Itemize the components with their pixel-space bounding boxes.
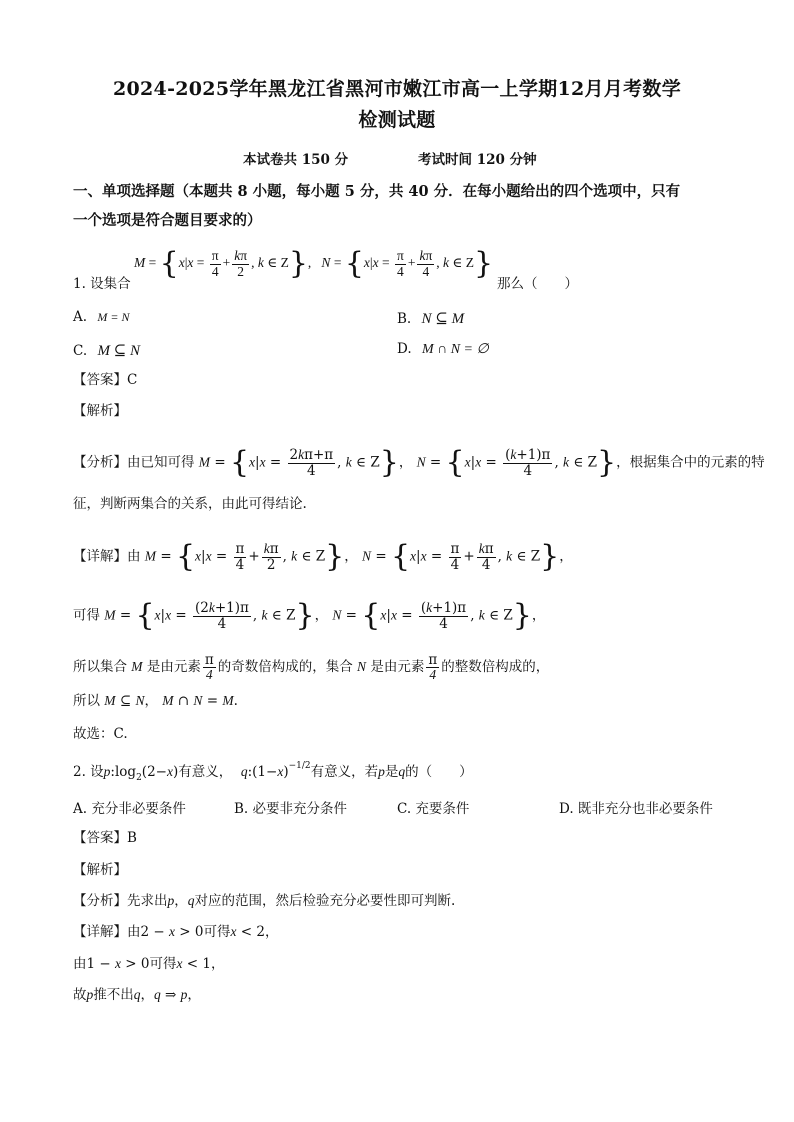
q2-option-d: D. 既非充分也非必要条件	[559, 801, 713, 817]
q2-detail1: 【详解】由2 − x > 0可得x < 2，	[73, 924, 279, 940]
q1-option-a: A. M = N	[73, 309, 130, 325]
q2-detail1-b: 可得	[203, 924, 231, 940]
q1-conclusion1-a: 所以集合	[73, 659, 127, 676]
q2-option-c: C. 充要条件	[397, 801, 470, 817]
section-heading-cont: 一个选项是符合题目要求的）	[73, 212, 262, 229]
q2-stem-mid2: 有意义，若	[310, 764, 379, 780]
q2-detail3: 故p推不出q，q ⇒ p，	[73, 987, 201, 1003]
q1-kede: 可得 M = {x|x = $\frac{(2k+1)\pi}{4}$ , k ∈ Z}， N = {x|x = $\frac{(k+1)\pi}{4}$ , k ∈ Z}，	[73, 598, 546, 633]
q2-stem-mid1: 有意义，	[178, 764, 233, 780]
q2-fenxi: 【分析】先求出p，q对应的范围，然后检验充分必要性即可判断.	[73, 893, 456, 909]
q2-stem-mid3: 是	[384, 764, 399, 780]
q1-conclusion1-b: 是由元素	[146, 659, 201, 676]
document-title-line1: 2024-2025学年黑龙江省黑河市嫩江市高一上学期12月月考数学	[113, 78, 681, 100]
section-heading: 一、单项选择题（本题共 8 小题，每小题 5 分，共 40 分．在每小题给出的四个选项中，只有	[73, 183, 681, 200]
q1-conclusion1-e: 的整数倍构成的，	[441, 659, 550, 676]
q1-option-d-label: D.	[397, 341, 412, 357]
q2-answer: 【答案】B	[73, 830, 137, 846]
q2-option-b: B. 必要非充分条件	[234, 801, 348, 817]
q2-analysis-label: 【解析】	[73, 862, 127, 878]
q2-detail2: 由1 − x > 0可得x < 1，	[73, 956, 225, 972]
q2-stem-prefix: 2. 设	[73, 764, 104, 780]
q1-stem-suffix: 那么（ ）	[497, 276, 578, 292]
q2-stem: 2. 设$p:\log_2(2-x)$有意义， $q:(1-x)^{-1/2}$有意义，若p是q的（ ）	[73, 761, 473, 783]
q1-answer: 【答案】C	[73, 372, 138, 388]
q1-stem-prefix: 1. 设集合	[73, 276, 131, 292]
q1-option-b: B. N ⊆ M	[397, 311, 465, 327]
q1-fenxi-prefix: 【分析】由已知可得	[73, 454, 195, 471]
q1-option-c: C. M ⊆ N	[73, 343, 141, 359]
q2-detail2-a: 由	[73, 956, 87, 972]
q1-fenxi-suffix: ，根据集合中的元素的特	[616, 454, 765, 471]
q1-sets-formula: M = {x|x = $\frac{\pi}{4}$ + $\frac{k\pi}{2}$ , k ∈ Z}, N = {x|x = $\frac{\pi}{4}$ + $\frac{k\pi}{4}$ , k ∈ Z}	[134, 246, 494, 281]
q1-conclusion1-c: 的奇数倍构成的，集合	[217, 659, 353, 676]
q2-fenxi-a: 【分析】先求出	[73, 893, 168, 909]
q2-fenxi-b: 对应的范围，然后检验充分必要性即可判断.	[194, 893, 456, 909]
q1-conclusion2-label: 所以	[73, 693, 100, 709]
q1-conclusion2: 所以 M ⊆ N， M ∩ N = M.	[73, 693, 238, 709]
q1-fenxi: 【分析】由已知可得 M = {x|x = $\frac{2k\pi+\pi}{4}$ , k ∈ Z}， N = {x|x = $\frac{(k+1)\pi}{4}$ , k ∈ Z}，根据集合中的元素的特	[73, 445, 765, 480]
q2-detail3-b: 推不出	[93, 987, 134, 1003]
q1-conclusion1-d: 是由元素	[370, 659, 425, 676]
q1-detail-prefix: 【详解】由	[73, 548, 141, 565]
q1-option-b-label: B.	[397, 311, 412, 327]
q1-analysis-label: 【解析】	[73, 403, 127, 419]
q1-option-c-label: C.	[73, 343, 88, 359]
q2-detail3-a: 故	[73, 987, 87, 1003]
q1-conclusion1: 所以集合 M 是由元素 $\frac{\pi}{4}$ 的奇数倍构成的，集合 N 是由元素 $\frac{\pi}{4}$ 的整数倍构成的，	[73, 652, 550, 683]
document-title-line2: 检测试题	[358, 109, 436, 131]
q2-option-a: A. 充分非必要条件	[73, 801, 186, 817]
q1-fenxi-cont: 征，判断两集合的关系，由此可得结论.	[73, 496, 307, 512]
q2-stem-suffix: 的（ ）	[405, 764, 473, 780]
q1-choice: 故选：C.	[73, 726, 128, 742]
q1-detail: 【详解】由 M = {x|x = $\frac{\pi}{4}$ + $\frac{k\pi}{2}$ , k ∈ Z}， N = {x|x = $\frac{\pi}{4}$ + $\frac{k\pi}{4}$ , k ∈ Z}，	[73, 539, 573, 574]
q1-kede-label: 可得	[73, 607, 100, 624]
q2-detail2-b: 可得	[149, 956, 177, 972]
q1-option-a-label: A.	[73, 309, 88, 325]
q2-detail1-a: 【详解】由	[73, 924, 141, 940]
q1-option-d: D. M ∩ N = ∅	[397, 341, 489, 357]
exam-info-score: 本试卷共 150 分	[243, 152, 349, 168]
exam-info-time: 考试时间 120 分钟	[418, 152, 537, 168]
